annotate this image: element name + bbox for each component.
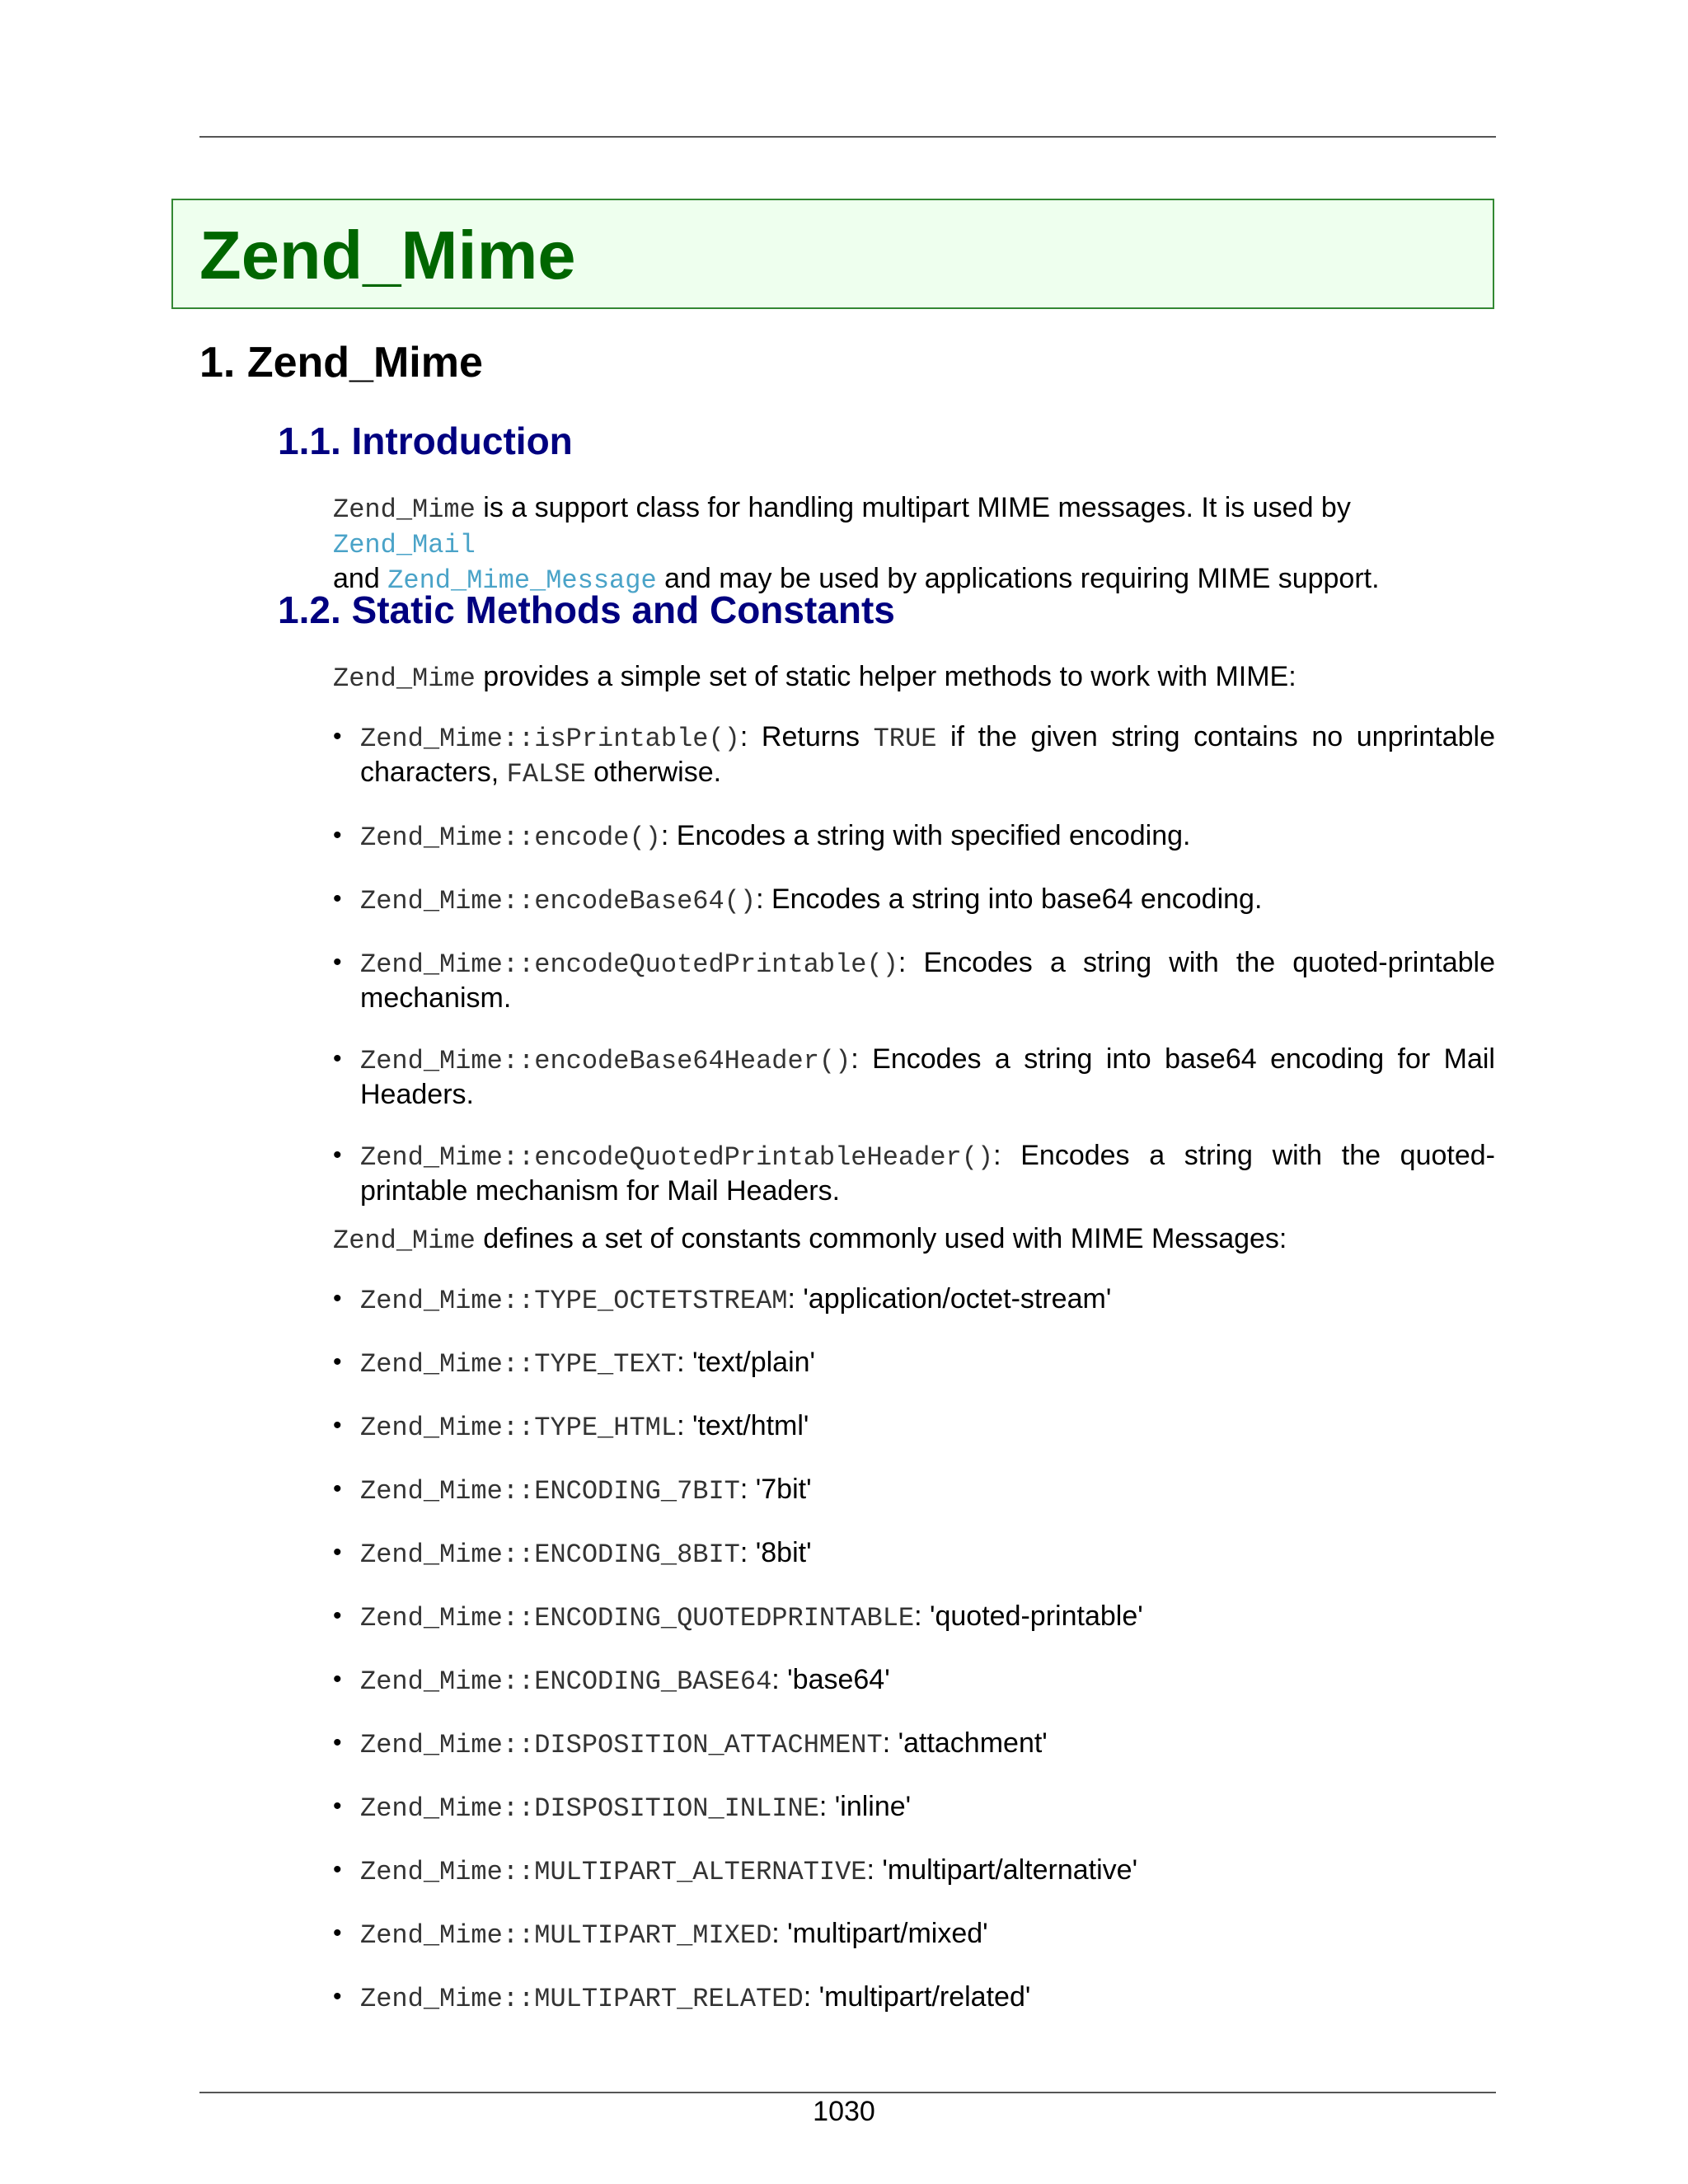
inline-code: TRUE [873,724,937,754]
constants-list [333,1282,1495,2044]
method-description: if the given string contains no unprintable characters, [360,721,1495,788]
constants-lead-paragraph [333,1222,1495,1258]
method-description: : Returns [739,721,874,752]
constant-value: : 'text/html' [677,1410,809,1441]
bullet-icon: • [333,723,342,750]
bullet-icon: • [333,1666,342,1693]
list-item [333,1473,1495,1508]
constant-code: Zend_Mime::ENCODING_BASE64 [360,1666,772,1697]
section-heading: 1. Zend_Mime [199,339,483,387]
constant-value: : 'multipart/related' [803,1981,1031,2013]
list-item [333,1600,1495,1635]
constant-code: Zend_Mime::DISPOSITION_ATTACHMENT [360,1730,883,1760]
bullet-icon: • [333,1045,342,1072]
constant-code: Zend_Mime::MULTIPART_ALTERNATIVE [360,1857,867,1887]
list-item [333,1917,1495,1952]
method-description: : Encodes a string with the quoted-printable mechanism for Mail Headers. [360,1140,1495,1207]
constant-code: Zend_Mime::DISPOSITION_INLINE [360,1793,819,1824]
methods-list [333,720,1495,1235]
method-code: Zend_Mime::encodeQuotedPrintableHeader() [360,1142,994,1173]
inline-code: Zend_Mime [333,1226,476,1256]
list-item [333,1346,1495,1381]
list-item [333,1663,1495,1699]
constant-code: Zend_Mime::MULTIPART_RELATED [360,1984,804,2014]
inline-code: FALSE [506,759,586,790]
method-description: : Encodes a string into base64 encoding for Mail Headers. [360,1043,1495,1110]
method-description: : Encodes a string into base64 encoding. [756,883,1263,915]
list-item [333,1409,1495,1445]
method-description: otherwise. [585,757,722,788]
list-item [333,1282,1495,1318]
bullet-icon: • [333,1412,342,1439]
constant-code: Zend_Mime::TYPE_HTML [360,1413,678,1443]
list-item [333,819,1495,855]
list-item [333,1139,1495,1207]
constant-value: : 'base64' [771,1664,890,1695]
method-description: : Encodes a string with specified encoding. [660,820,1191,851]
constant-value: : '7bit' [739,1474,812,1505]
text-run: and [333,563,388,594]
constant-value: : '8bit' [739,1537,812,1568]
chapter-title: Zend_Mime [199,217,576,293]
static-methods-heading: 1.2. Static Methods and Constants [278,588,895,631]
text-run: provides a simple set of static helper methods to work with MIME: [475,661,1296,692]
bullet-icon: • [333,1919,342,1947]
bullet-icon: • [333,1348,342,1376]
list-item [333,720,1495,791]
zend-mime-message-link[interactable]: Zend_Mime_Message [387,565,657,596]
text-run: defines a set of constants commonly used with MIME Messages: [475,1223,1287,1254]
bullet-icon: • [333,1729,342,1756]
bullet-icon: • [333,885,342,912]
introduction-heading: 1.1. Introduction [278,419,573,462]
constant-value: : 'quoted-printable' [914,1601,1143,1632]
constant-value: : 'attachment' [882,1727,1048,1759]
constant-value: : 'text/plain' [677,1347,816,1378]
method-code: Zend_Mime::encode() [360,823,661,853]
method-code: Zend_Mime::encodeBase64Header() [360,1046,851,1076]
text-run: is a support class for handling multipart MIME messages. It is used by [475,492,1351,523]
page-number: 1030 [813,2096,875,2127]
method-code: Zend_Mime::encodeBase64() [360,886,757,916]
inline-code: Zend_Mime [333,663,476,694]
header-rule [199,136,1496,138]
bullet-icon: • [333,1141,342,1169]
constant-value: : 'application/octet-stream' [787,1283,1112,1315]
bullet-icon: • [333,1983,342,2010]
inline-code: Zend_Mime [333,494,476,525]
constant-code: Zend_Mime::MULTIPART_MIXED [360,1920,772,1951]
constant-value: : 'multipart/alternative' [866,1854,1138,1886]
methods-lead-paragraph [333,660,1495,696]
text-run: and may be used by applications requiring MIME support. [656,563,1380,594]
method-code: Zend_Mime::isPrintable() [360,724,740,754]
bullet-icon: • [333,822,342,849]
bullet-icon: • [333,1475,342,1502]
bullet-icon: • [333,1793,342,1820]
constant-code: Zend_Mime::ENCODING_QUOTEDPRINTABLE [360,1603,915,1633]
introduction-paragraph [333,491,1495,598]
list-item [333,1790,1495,1825]
constant-code: Zend_Mime::ENCODING_8BIT [360,1540,740,1570]
list-item [333,946,1495,1015]
constant-value: : 'multipart/mixed' [771,1918,988,1949]
list-item [333,1854,1495,1889]
method-code: Zend_Mime::encodeQuotedPrintable() [360,949,898,980]
bullet-icon: • [333,1285,342,1312]
list-item [333,1980,1495,2016]
list-item [333,1536,1495,1572]
list-item [333,1727,1495,1762]
bullet-icon: • [333,1602,342,1629]
list-item [333,883,1495,918]
constant-code: Zend_Mime::TYPE_OCTETSTREAM [360,1286,788,1316]
bullet-icon: • [333,949,342,976]
method-description: : Encodes a string with the quoted-printable mechanism. [360,947,1495,1014]
chapter-title-box [171,199,1494,309]
bullet-icon: • [333,1856,342,1883]
constant-code: Zend_Mime::ENCODING_7BIT [360,1476,740,1507]
bullet-icon: • [333,1539,342,1566]
constant-value: : 'inline' [818,1791,912,1822]
list-item [333,1043,1495,1111]
constant-code: Zend_Mime::TYPE_TEXT [360,1349,678,1380]
zend-mail-link[interactable]: Zend_Mail [333,530,476,560]
footer-rule [199,2092,1496,2093]
